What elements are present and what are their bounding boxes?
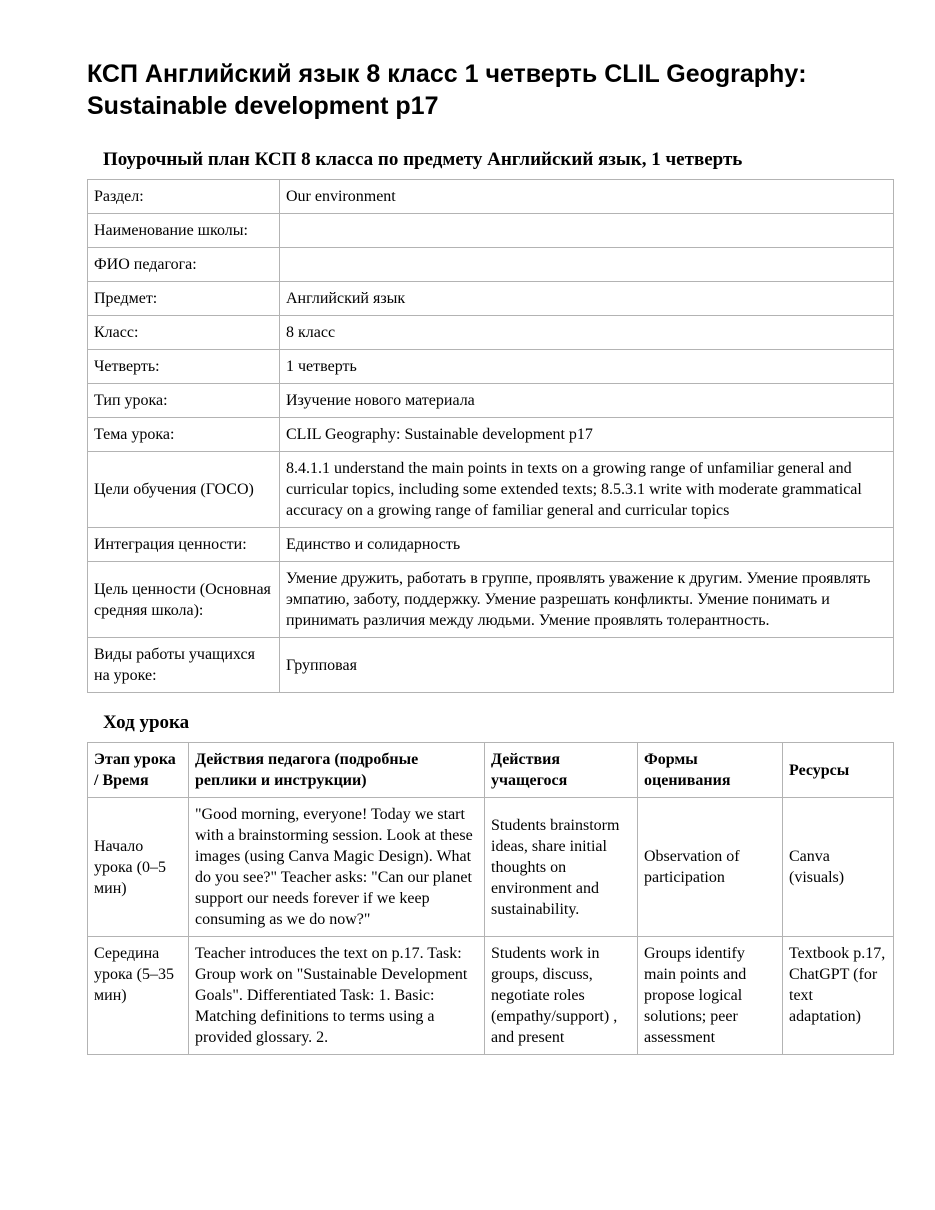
teacher-actions-cell: "Good morning, everyone! Today we start with a brainstorming session. Look at these images (using Canva Magic Design). What do you see?" Teacher asks: "Can our planet support our needs forever if we keep consuming as we do now?" bbox=[189, 798, 485, 937]
info-row-quarter bbox=[88, 350, 894, 384]
info-label: ФИО педагога: bbox=[88, 248, 280, 282]
info-row-lesson-type bbox=[88, 384, 894, 418]
assessment-cell: Observation of participation bbox=[638, 798, 783, 937]
plan-heading: Поурочный план КСП 8 класса по предмету Английский язык, 1 четверть bbox=[103, 149, 743, 170]
info-value bbox=[280, 248, 894, 282]
column-header-assessment: Формы оценивания bbox=[638, 743, 783, 798]
lesson-progress-heading: Ход урока bbox=[103, 712, 190, 733]
info-label: Цель ценности (Основная средняя школа): bbox=[88, 562, 280, 638]
lesson-info-table bbox=[87, 179, 894, 693]
info-row-section bbox=[88, 180, 894, 214]
info-value: 8 класс bbox=[280, 316, 894, 350]
resources-cell: Textbook p.17, ChatGPT (for text adaptation) bbox=[783, 937, 894, 1055]
column-header-student-actions: Действия учащегося bbox=[485, 743, 638, 798]
info-value: Единство и солидарность bbox=[280, 528, 894, 562]
info-value: Умение дружить, работать в группе, проявлять уважение к другим. Умение проявлять эмпатию, заботу, поддержку. Умение разрешать конфликты. Умение понимать и принимать различия между людьми. Умение проявлять толерантность. bbox=[280, 562, 894, 638]
stage-cell: Начало урока (0–5 мин) bbox=[88, 798, 189, 937]
student-actions-cell: Students brainstorm ideas, share initial thoughts on environment and sustainability. bbox=[485, 798, 638, 937]
lesson-progress-table bbox=[87, 742, 894, 1055]
info-label: Виды работы учащихся на уроке: bbox=[88, 638, 280, 693]
info-label: Цели обучения (ГОСО) bbox=[88, 452, 280, 528]
info-label: Раздел: bbox=[88, 180, 280, 214]
info-value: 8.4.1.1 understand the main points in texts on a growing range of unfamiliar general and curricular topics, including some extended texts; 8.5.3.1 write with moderate grammatical accuracy on a growing range of familiar general and curricular topics bbox=[280, 452, 894, 528]
info-value: Our environment bbox=[280, 180, 894, 214]
info-row-value-integration bbox=[88, 528, 894, 562]
info-value: Английский язык bbox=[280, 282, 894, 316]
document-page bbox=[87, 58, 893, 1055]
info-label: Тема урока: bbox=[88, 418, 280, 452]
info-row-school bbox=[88, 214, 894, 248]
document-title: КСП Английский язык 8 класс 1 четверть CLIL Geography: Sustainable development p17 bbox=[87, 60, 807, 120]
info-row-value-goal bbox=[88, 562, 894, 638]
teacher-actions-cell: Teacher introduces the text on p.17. Task: Group work on "Sustainable Development Goals". Differentiated Task: 1. Basic: Matching definitions to terms using a provided glossary. 2. bbox=[189, 937, 485, 1055]
table-row bbox=[88, 798, 894, 937]
info-label: Четверть: bbox=[88, 350, 280, 384]
info-row-teacher bbox=[88, 248, 894, 282]
info-value: Групповая bbox=[280, 638, 894, 693]
info-row-objectives bbox=[88, 452, 894, 528]
column-header-resources: Ресурсы bbox=[783, 743, 894, 798]
column-header-teacher-actions: Действия педагога (подробные реплики и инструкции) bbox=[189, 743, 485, 798]
info-label: Класс: bbox=[88, 316, 280, 350]
column-header-stage: Этап урока / Время bbox=[88, 743, 189, 798]
info-label: Наименование школы: bbox=[88, 214, 280, 248]
info-label: Тип урока: bbox=[88, 384, 280, 418]
student-actions-cell: Students work in groups, discuss, negotiate roles (empathy/support) , and present bbox=[485, 937, 638, 1055]
lesson-table-header-row bbox=[88, 743, 894, 798]
info-row-topic bbox=[88, 418, 894, 452]
info-label: Предмет: bbox=[88, 282, 280, 316]
info-row-work-types bbox=[88, 638, 894, 693]
info-value: 1 четверть bbox=[280, 350, 894, 384]
info-row-subject bbox=[88, 282, 894, 316]
assessment-cell: Groups identify main points and propose logical solutions; peer assessment bbox=[638, 937, 783, 1055]
table-row bbox=[88, 937, 894, 1055]
info-value: CLIL Geography: Sustainable development p17 bbox=[280, 418, 894, 452]
info-value: Изучение нового материала bbox=[280, 384, 894, 418]
resources-cell: Canva (visuals) bbox=[783, 798, 894, 937]
info-label: Интеграция ценности: bbox=[88, 528, 280, 562]
info-value bbox=[280, 214, 894, 248]
stage-cell: Середина урока (5–35 мин) bbox=[88, 937, 189, 1055]
info-row-grade bbox=[88, 316, 894, 350]
